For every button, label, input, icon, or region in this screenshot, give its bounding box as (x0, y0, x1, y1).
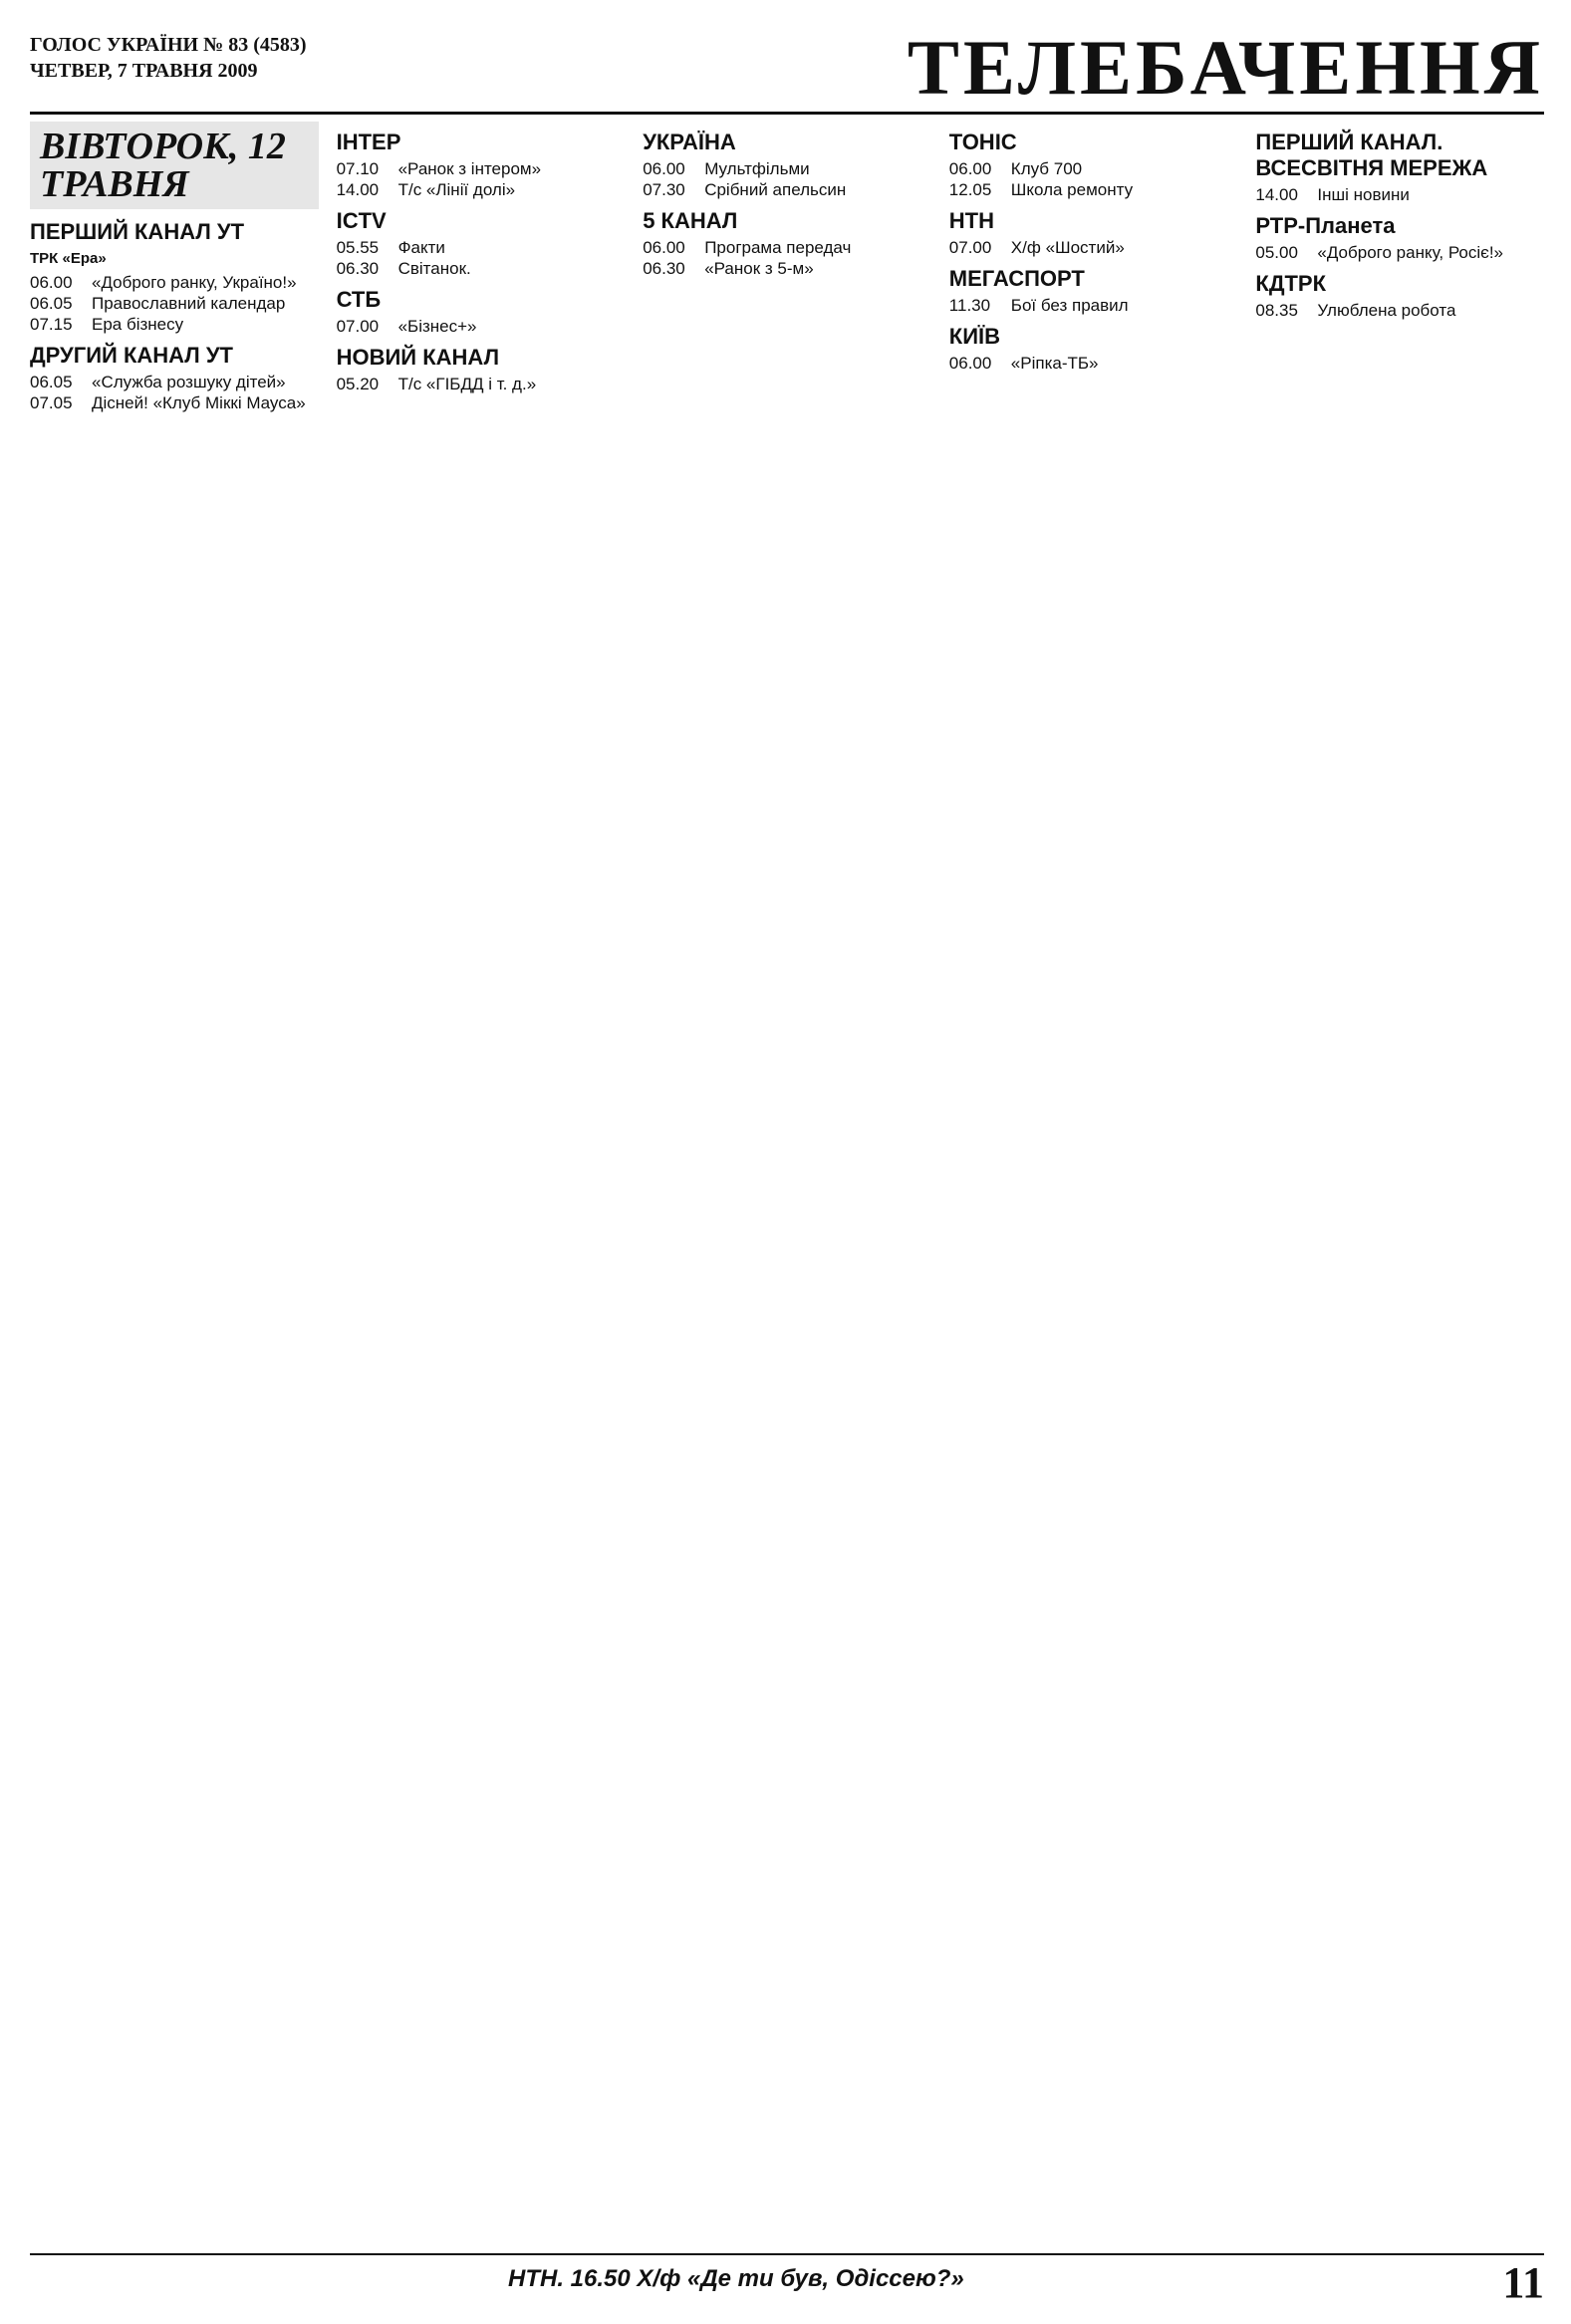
schedule-columns (30, 122, 1544, 2243)
entry-time: 06.00 (948, 354, 992, 373)
entry-title: «Ранок з інтером» (397, 159, 542, 178)
entry-title: Православний календар (92, 294, 286, 313)
entry-time: 05.20 (336, 375, 380, 393)
schedule-entry (949, 179, 1238, 200)
entry-time: 07.15 (30, 315, 73, 334)
entry-time: 06.00 (643, 238, 685, 257)
schedule-entry (949, 353, 1238, 374)
entry-title: Т/с «ГІБДД і т. д.» (397, 375, 537, 393)
schedule-entry (1255, 300, 1544, 321)
schedule-entry (337, 374, 626, 394)
channel-heading: КИЇВ (948, 324, 1000, 349)
entry-title: Т/с «Лінії долі» (397, 180, 516, 199)
footer-promo: НТН. 16.50 Х/ф «Де ти був, Одіссею?» (508, 2265, 964, 2292)
entry-time: 07.00 (336, 317, 380, 336)
entry-title: Світанок. (397, 259, 471, 278)
schedule-entry (643, 258, 931, 279)
schedule-entry (30, 372, 319, 392)
schedule-entry (337, 316, 626, 337)
channel-heading: ПЕРШИЙ КАНАЛ. ВСЕСВІТНЯ МЕРЕЖА (1255, 129, 1488, 180)
entry-time: 06.00 (30, 273, 73, 292)
schedule-entry (337, 237, 626, 258)
schedule-entry (337, 158, 626, 179)
day-banner: ВІВТОРОК, 12 ТРАВНЯ (30, 122, 319, 209)
entry-time: 06.30 (643, 259, 685, 278)
entry-time: 05.00 (1255, 243, 1298, 262)
entry-title: Клуб 700 (1010, 159, 1083, 178)
entry-title: Мультфільми (704, 159, 810, 178)
schedule-column (1255, 122, 1544, 2243)
masthead (30, 24, 1544, 111)
channel-subheading: ТРК «Ера» (30, 250, 107, 267)
schedule-entry (30, 293, 319, 314)
schedule-entry (1255, 184, 1544, 205)
issue-line-2: ЧЕТВЕР, 7 ТРАВНЯ 2009 (30, 60, 258, 82)
schedule-entry (30, 272, 319, 293)
schedule-entry (1255, 242, 1544, 263)
channel-heading: ICTV (336, 208, 387, 233)
schedule-entry (30, 314, 319, 335)
channel-heading: МЕГАСПОРТ (948, 266, 1085, 291)
page-number: 11 (1502, 2258, 1544, 2307)
entry-time: 12.05 (948, 180, 992, 199)
entry-title: «Ранок з 5-м» (704, 259, 814, 278)
channel-heading: НТН (948, 208, 995, 233)
channel-heading: СТБ (336, 287, 382, 312)
schedule-entry (643, 237, 931, 258)
entry-time: 14.00 (336, 180, 380, 199)
schedule-entry (643, 179, 931, 200)
channel-heading: РТР-Планета (1255, 213, 1396, 238)
entry-title: «Ріпка-ТБ» (1010, 354, 1099, 373)
channel-heading: НОВИЙ КАНАЛ (336, 345, 500, 370)
schedule-entry (30, 392, 319, 413)
section-title: ТЕЛЕБАЧЕННЯ (907, 24, 1544, 111)
entry-time: 11.30 (948, 296, 991, 315)
masthead-rule (30, 112, 1544, 115)
entry-time: 06.05 (30, 373, 73, 391)
entry-time: 06.00 (643, 159, 685, 178)
schedule-entry (337, 179, 626, 200)
entry-title: Програма передач (704, 238, 852, 257)
entry-title: «Служба розшуку дітей» (92, 373, 286, 391)
channel-heading: УКРАЇНА (643, 129, 736, 154)
entry-title: Дісней! «Клуб Міккі Мауса» (92, 393, 306, 412)
entry-time: 06.05 (30, 294, 73, 313)
entry-title: Улюблена робота (1317, 301, 1456, 320)
entry-title: Срібний апельсин (704, 180, 847, 199)
schedule-entry (949, 237, 1238, 258)
entry-time: 07.05 (30, 393, 73, 412)
page-footer (30, 2253, 1544, 2307)
entry-title: Факти (397, 238, 445, 257)
channel-heading: КДТРК (1255, 271, 1327, 296)
entry-time: 07.00 (948, 238, 992, 257)
schedule-entry (949, 295, 1238, 316)
schedule-column (949, 122, 1238, 2243)
entry-title: «Доброго ранку, Україно!» (92, 273, 297, 292)
entry-time: 07.30 (643, 180, 685, 199)
schedule-column (30, 122, 319, 2243)
entry-title: «Бізнес+» (397, 317, 477, 336)
entry-title: Інші новини (1317, 185, 1410, 204)
entry-time: 14.00 (1255, 185, 1298, 204)
entry-title: Бої без правил (1010, 296, 1129, 315)
schedule-column (337, 122, 626, 2243)
channel-heading: ТОНІС (948, 129, 1017, 154)
schedule-entry (643, 158, 931, 179)
channel-heading: ПЕРШИЙ КАНАЛ УТ (30, 219, 245, 244)
schedule-column (643, 122, 931, 2243)
entry-title: Х/ф «Шостий» (1010, 238, 1125, 257)
entry-title: Ера бізнесу (92, 315, 184, 334)
issue-info (30, 32, 307, 84)
entry-time: 05.55 (336, 238, 380, 257)
schedule-entry (337, 258, 626, 279)
entry-time: 08.35 (1255, 301, 1298, 320)
schedule-entry (949, 158, 1238, 179)
issue-line-1: ГОЛОС УКРАЇНИ № 83 (4583) (30, 34, 307, 56)
entry-time: 07.10 (336, 159, 380, 178)
entry-title: «Доброго ранку, Росіє!» (1317, 243, 1504, 262)
entry-title: Школа ремонту (1010, 180, 1134, 199)
entry-time: 06.30 (336, 259, 380, 278)
channel-heading: ІНТЕР (336, 129, 401, 154)
channel-heading: ДРУГИЙ КАНАЛ УТ (30, 343, 233, 368)
entry-time: 06.00 (948, 159, 992, 178)
channel-heading: 5 КАНАЛ (643, 208, 738, 233)
